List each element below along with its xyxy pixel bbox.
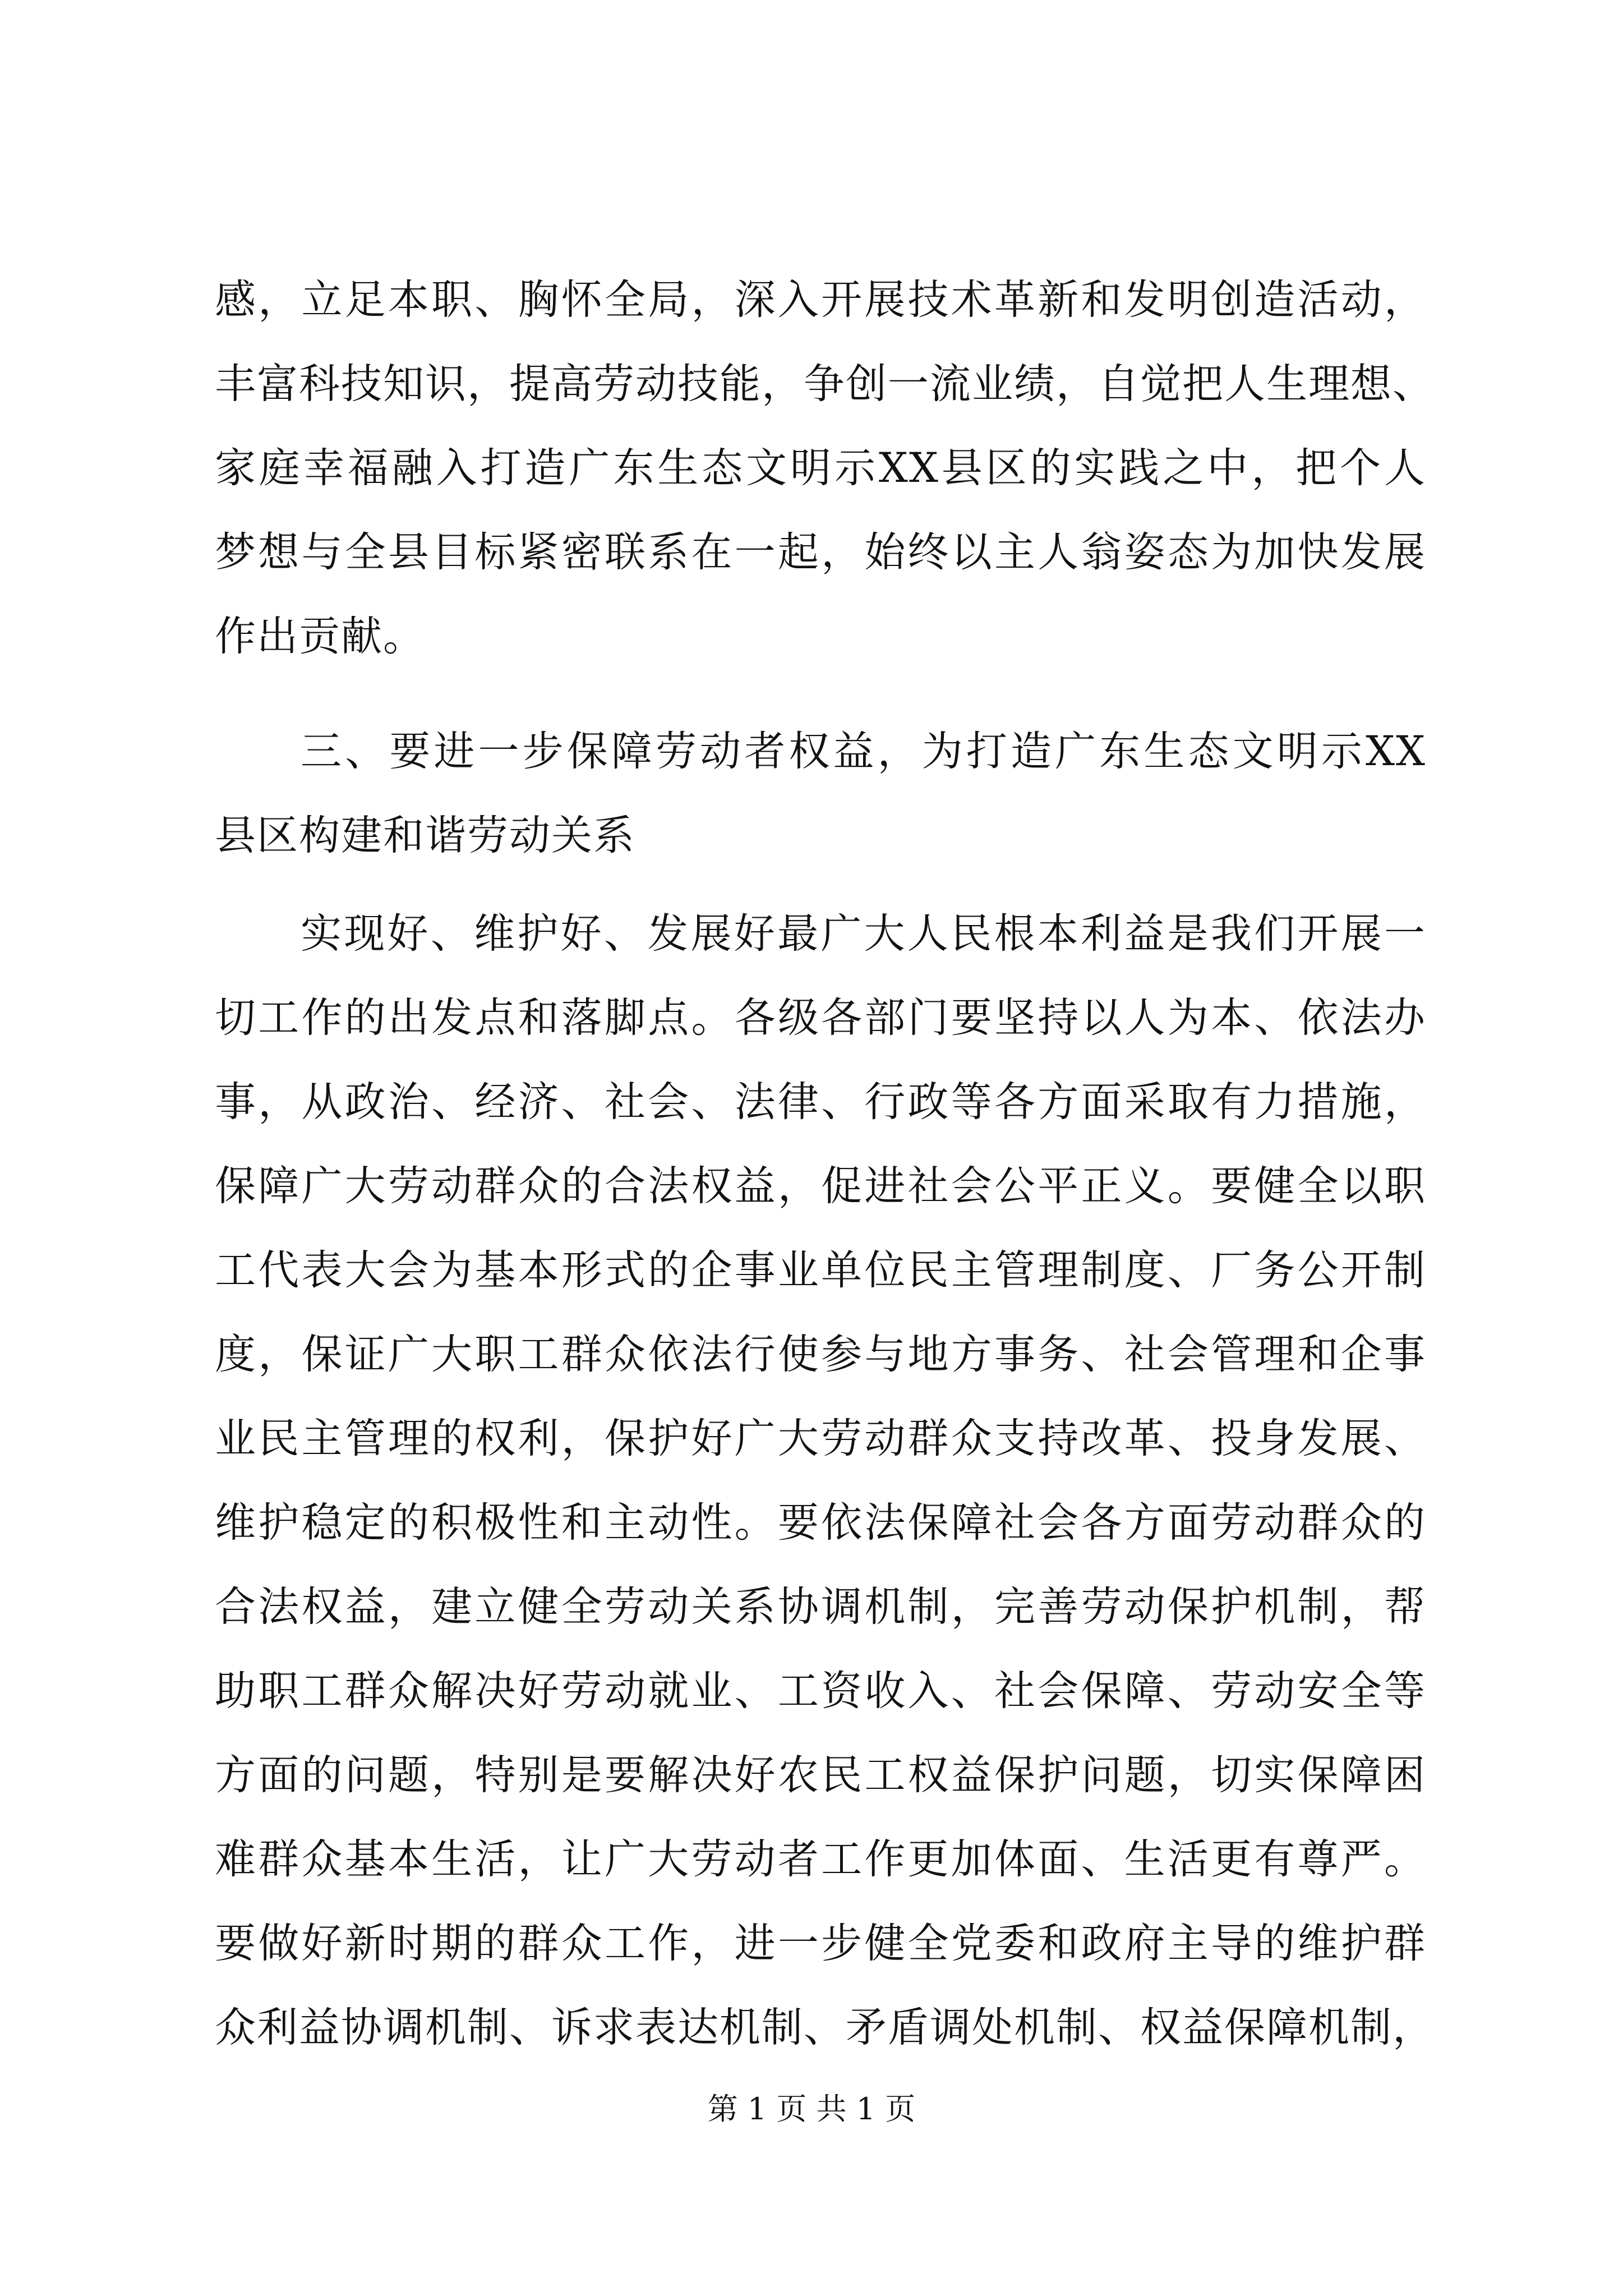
body-text-line: 切工作的出发点和落脚点。各级各部门要坚持以人为本、依法办 [215,994,1426,1042]
body-text-line: 维护稳定的积极性和主动性。要依法保障社会各方面劳动群众的 [215,1499,1426,1547]
body-text-line: 梦想与全县目标紧密联系在一起，始终以主人翁姿态为加快发展 [215,528,1426,576]
body-text-line: 合法权益，建立健全劳动关系协调机制，完善劳动保护机制，帮 [215,1583,1426,1631]
body-text-line: 度，保证广大职工群众依法行使参与地方事务、社会管理和企事 [215,1331,1426,1378]
body-text-line: 难群众基本生活，让广大劳动者工作更加体面、生活更有尊严。 [215,1835,1426,1883]
body-text-line: 感，立足本职、胸怀全局，深入开展技术革新和发明创造活动， [215,276,1426,324]
body-text-line: 助职工群众解决好劳动就业、工资收入、社会保障、劳动安全等 [215,1667,1426,1715]
body-text-line: 事，从政治、经济、社会、法律、行政等各方面采取有力措施， [215,1078,1426,1126]
section-heading-line: 县区构建和谐劳动关系 [215,812,635,859]
section-heading-line: 三、要进一步保障劳动者权益，为打造广东生态文明示XX [301,728,1426,775]
page-footer: 第 1 页 共 1 页 [707,2091,916,2127]
body-text-line: 众利益协调机制、诉求表达机制、矛盾调处机制、权益保障机制， [215,2004,1435,2051]
body-text-line: 要做好新时期的群众工作，进一步健全党委和政府主导的维护群 [215,1920,1426,1967]
body-text-line: 业民主管理的权利，保护好广大劳动群众支持改革、投身发展、 [215,1415,1426,1462]
body-text-line: 家庭幸福融入打造广东生态文明示XX县区的实践之中，把个人 [215,444,1426,492]
body-text-line: 方面的问题，特别是要解决好农民工权益保护问题，切实保障困 [215,1751,1426,1799]
body-text-line: 作出贡献。 [215,613,425,660]
body-text-line: 保障广大劳动群众的合法权益，促进社会公平正义。要健全以职 [215,1162,1426,1210]
body-text-line: 丰富科技知识，提高劳动技能，争创一流业绩，自觉把人生理想、 [215,360,1435,408]
body-text-line: 工代表大会为基本形式的企事业单位民主管理制度、厂务公开制 [215,1246,1426,1294]
body-text-line: 实现好、维护好、发展好最广大人民根本利益是我们开展一 [301,910,1426,958]
